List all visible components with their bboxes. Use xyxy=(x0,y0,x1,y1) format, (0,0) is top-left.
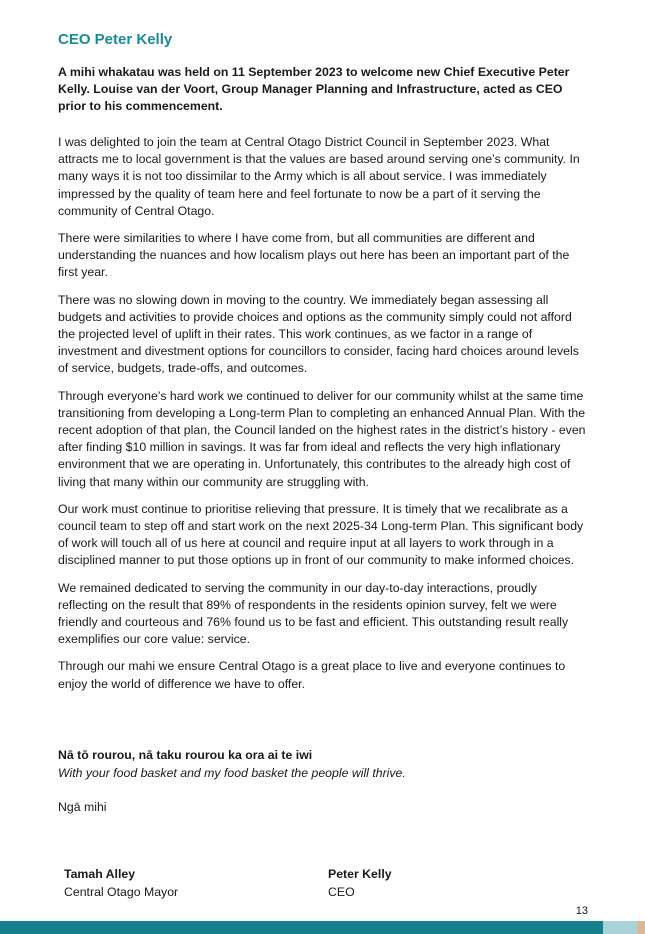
signature-name: Peter Kelly xyxy=(328,867,392,881)
signature-block-mayor xyxy=(64,865,178,901)
paragraph: Through our mahi we ensure Central Otago is a great place to live and everyone continues to enjoy the world of difference we have to offer. xyxy=(58,659,566,691)
paragraph: There was no slowing down in moving to the country. We immediately began assessing all budgets and activities to provide choices and options as the community simply could not afford the projected level of uplift in their rates. This work continues, as we factor in a range of investment and divestment options for councillors to consider, facing hard choices around levels of service, budgets, trade-offs, and outcomes. xyxy=(58,292,579,376)
paragraph: There were similarities to where I have come from, but all communities are different and understanding the nuances and how localism plays out here has been an important part of the first year. xyxy=(58,231,570,280)
closing-salutation: Ngā mihi xyxy=(58,800,107,814)
signature-block-ceo xyxy=(328,865,392,901)
footer-bar-accent-segment xyxy=(637,921,645,934)
footer-bar xyxy=(0,921,645,934)
signature-role: CEO xyxy=(328,885,355,899)
proverb-english: With your food basket and my food basket the people will thrive. xyxy=(58,766,406,780)
paragraph: Our work must continue to prioritise relieving that pressure. It is timely that we recalibrate as a council team to step off and start work on the next 2025-34 Long-term Plan. This significant body of work will touch all of us here at council and require input at all layers to work through in a disciplined manner to put those options up in front of our community to make informed choices. xyxy=(58,501,584,568)
page-number: 13 xyxy=(575,905,588,917)
body-text xyxy=(58,134,590,703)
footer-bar-light-segment xyxy=(603,921,637,934)
paragraph: I was delighted to join the team at Central Otago District Council in September 2023. What attracts me to local government is that the values are based around serving one’s community. In many ways it is not too dissimilar to the Army which is all about service. I was immediately impressed by the quality of team here and feel fortunate to now be a part of it serving the community of Central Otago. xyxy=(58,135,580,218)
signature-name: Tamah Alley xyxy=(64,867,136,881)
signature-role: Central Otago Mayor xyxy=(64,885,179,899)
paragraph: Through everyone’s hard work we continued to deliver for our community whilst at the same time transitioning from developing a Long-term Plan to completing an enhanced Annual Plan. With the recent adoption of that plan, the Council landed on the highest rates in the district’s history - even after finding $10 million in savings. It was far from ideal and reflects the very high inflationary environment that we are operating in. Unfortunately, this contributes to the already high cost of living that many within our community are struggling with. xyxy=(58,388,586,489)
proverb-maori: Nā tō rourou, nā taku rourou ka ora ai te iwi xyxy=(58,748,313,762)
page-title: CEO Peter Kelly xyxy=(58,31,173,48)
lead-paragraph: A mihi whakatau was held on 11 September 2023 to welcome new Chief Executive Peter Kelly. Louise van der Voort, Group Manager Planning and Infrastructure, acted as CEO prior to his commencement. xyxy=(58,65,570,114)
paragraph: We remained dedicated to serving the community in our day-to-day interactions, proudly reflecting on the result that 89% of respondents in the residents opinion survey, felt we were friendly and courteous and 76% found us to be fast and efficient. This outstanding result really exemplifies our core value: service. xyxy=(58,580,569,647)
proverb xyxy=(58,746,588,782)
